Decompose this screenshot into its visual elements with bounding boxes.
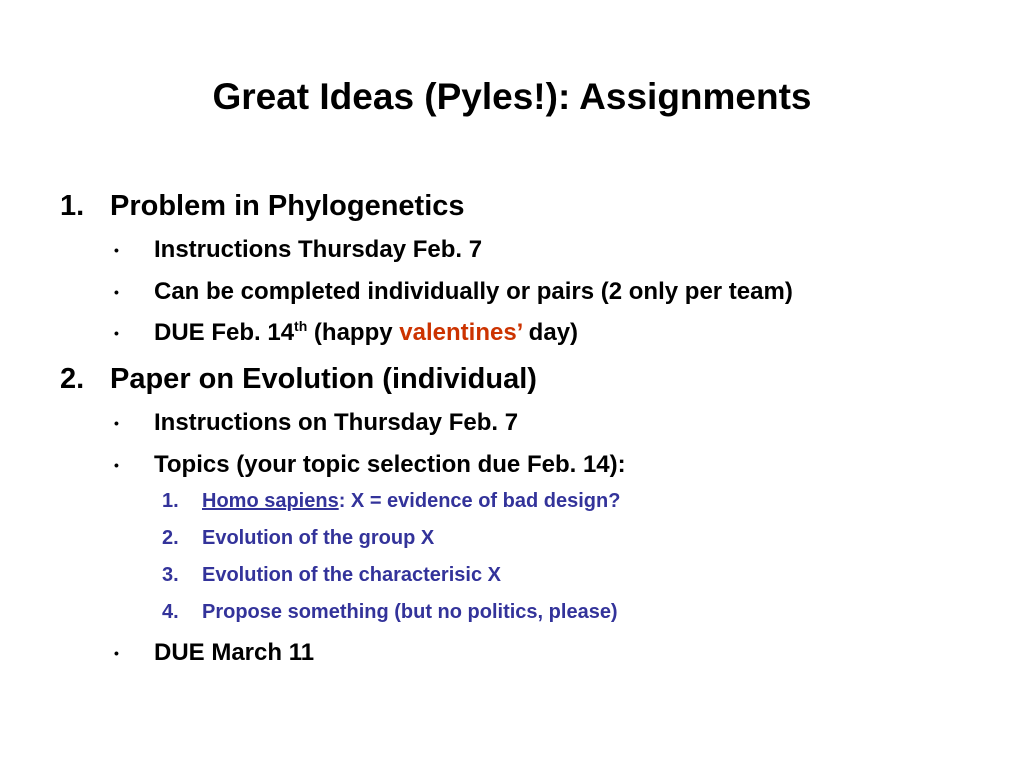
bullet-item (114, 408, 518, 438)
topic-number: 3. (162, 564, 179, 586)
topic-item-4 (162, 599, 618, 625)
bullet-text: Instructions on Thursday Feb. 7 (154, 409, 519, 436)
topic-item-3 (162, 562, 501, 588)
bullet-icon: • (114, 284, 119, 300)
topic-text: Evolution of the group X (202, 527, 435, 549)
day-text: day) (522, 319, 579, 346)
happy-text: (happy (307, 319, 400, 346)
due-date-text: DUE Feb. 14 (154, 319, 295, 346)
topic-text (202, 488, 620, 514)
bullet-item (114, 318, 578, 348)
bullet-text: Instructions Thursday Feb. 7 (154, 236, 483, 263)
bullet-icon: • (114, 242, 119, 258)
topic-rest-text: : X = evidence of bad design? (338, 490, 621, 512)
topic-number: 2. (162, 527, 179, 549)
bullet-item (114, 638, 314, 668)
homo-sapiens-link[interactable]: Homo sapiens (202, 490, 339, 512)
topic-text: Propose something (but no politics, please) (202, 601, 618, 623)
topic-number: 1. (162, 490, 179, 512)
bullet-icon: • (114, 645, 119, 661)
list-item-text: Problem in Phylogenetics (110, 190, 465, 222)
topic-text: Evolution of the characterisic X (202, 564, 501, 586)
bullet-item (114, 450, 626, 480)
valentines-highlight: valentines’ (399, 319, 523, 346)
list-item-1 (60, 188, 465, 224)
topic-number: 4. (162, 601, 179, 623)
slide-title: Great Ideas (Pyles!): Assignments (212, 76, 812, 117)
bullet-text: Can be completed individually or pairs (2 only per team) (154, 278, 793, 305)
list-item-text: Paper on Evolution (individual) (110, 363, 537, 395)
bullet-icon: • (114, 415, 119, 431)
ordinal-suffix: th (294, 318, 308, 334)
bullet-item (114, 277, 793, 307)
bullet-item (114, 235, 482, 265)
bullet-text (154, 318, 578, 348)
list-item-number: 2. (60, 363, 85, 395)
bullet-icon: • (114, 457, 119, 473)
list-item-2 (60, 361, 537, 397)
bullet-icon: • (114, 325, 119, 341)
bullet-text: Topics (your topic selection due Feb. 14): (154, 451, 626, 478)
topic-item-1 (162, 488, 620, 514)
list-item-number: 1. (60, 190, 85, 222)
bullet-text: DUE March 11 (154, 639, 315, 666)
topic-item-2 (162, 525, 434, 551)
